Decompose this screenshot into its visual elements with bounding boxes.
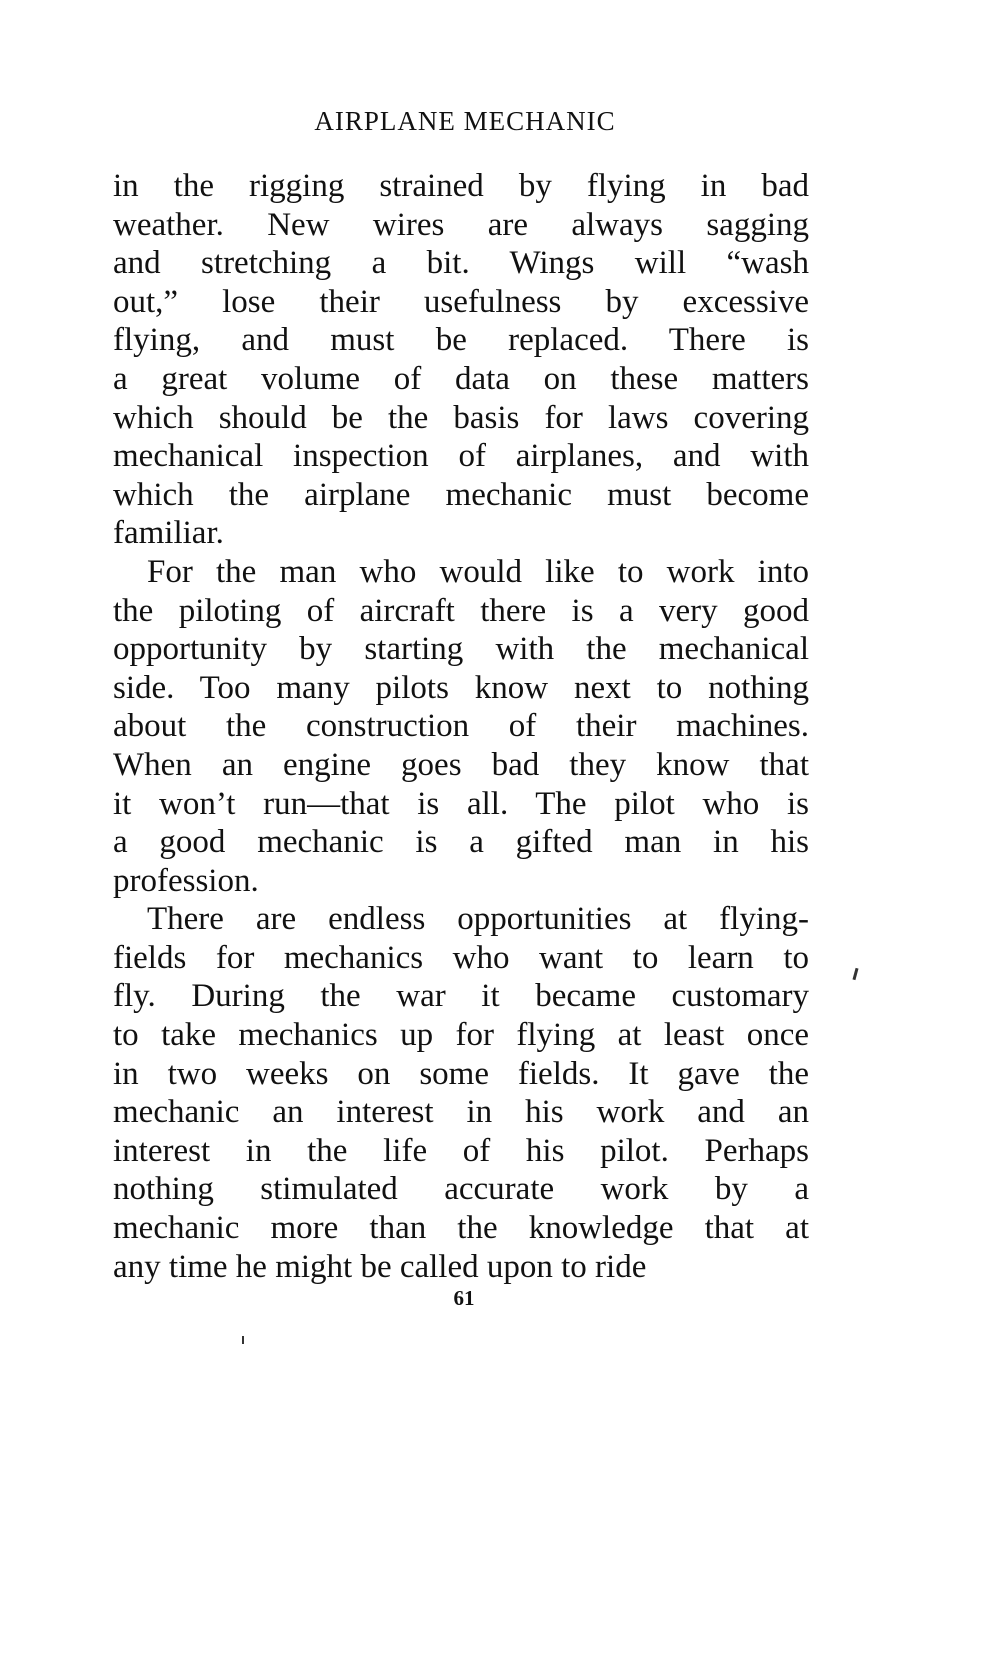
running-head: AIRPLANE MECHANIC	[314, 106, 616, 136]
paragraph	[113, 553, 809, 900]
text-line: flying, and must be replaced. There is	[113, 322, 809, 359]
text-line: interest in the life of his pilot. Perhaps	[113, 1132, 809, 1169]
text-line: mechanic an interest in his work and an	[113, 1094, 809, 1131]
text-line: any time he might be called upon to ride	[113, 1248, 647, 1285]
text-line: opportunity by starting with the mechanical	[113, 631, 809, 668]
scan-speck	[852, 968, 858, 980]
body-text	[113, 167, 809, 1286]
text-line: side. Too many pilots know next to nothing	[113, 669, 809, 706]
scan-speck	[242, 1336, 244, 1344]
text-line: in two weeks on some fields. It gave the	[113, 1055, 809, 1092]
text-line: to take mechanics up for flying at least once	[113, 1017, 809, 1054]
text-line: the piloting of aircraft there is a very good	[113, 592, 809, 629]
text-line: a great volume of data on these matters	[113, 360, 809, 397]
text-line: fields for mechanics who want to learn to	[113, 939, 809, 976]
text-line: nothing stimulated accurate work by a	[113, 1171, 809, 1208]
paragraph	[113, 900, 809, 1286]
text-line: mechanic more than the knowledge that at	[113, 1210, 809, 1247]
text-line: profession.	[113, 862, 259, 899]
text-line: about the construction of their machines.	[113, 708, 809, 745]
text-line: in the rigging strained by flying in bad	[113, 168, 809, 204]
text-line: mechanical inspection of airplanes, and with	[113, 438, 809, 475]
text-line: out,” lose their usefulness by excessive	[113, 283, 809, 320]
text-line: which should be the basis for laws covering	[113, 399, 809, 436]
text-line: familiar.	[113, 515, 224, 552]
text-line: which the airplane mechanic must become	[113, 476, 809, 513]
text-line: There are endless opportunities at flying-	[147, 901, 809, 938]
text-line: it won’t run—that is all. The pilot who is	[113, 785, 809, 822]
text-line: a good mechanic is a gifted man in his	[113, 824, 809, 861]
text-line: and stretching a bit. Wings will “wash	[113, 245, 809, 282]
text-line: When an engine goes bad they know that	[113, 746, 809, 783]
page-number: 61	[453, 1286, 475, 1310]
text-line: weather. New wires are always sagging	[113, 206, 809, 243]
paragraph	[113, 167, 809, 553]
text-line: For the man who would like to work into	[147, 553, 809, 590]
text-line: fly. During the war it became customary	[113, 978, 809, 1015]
